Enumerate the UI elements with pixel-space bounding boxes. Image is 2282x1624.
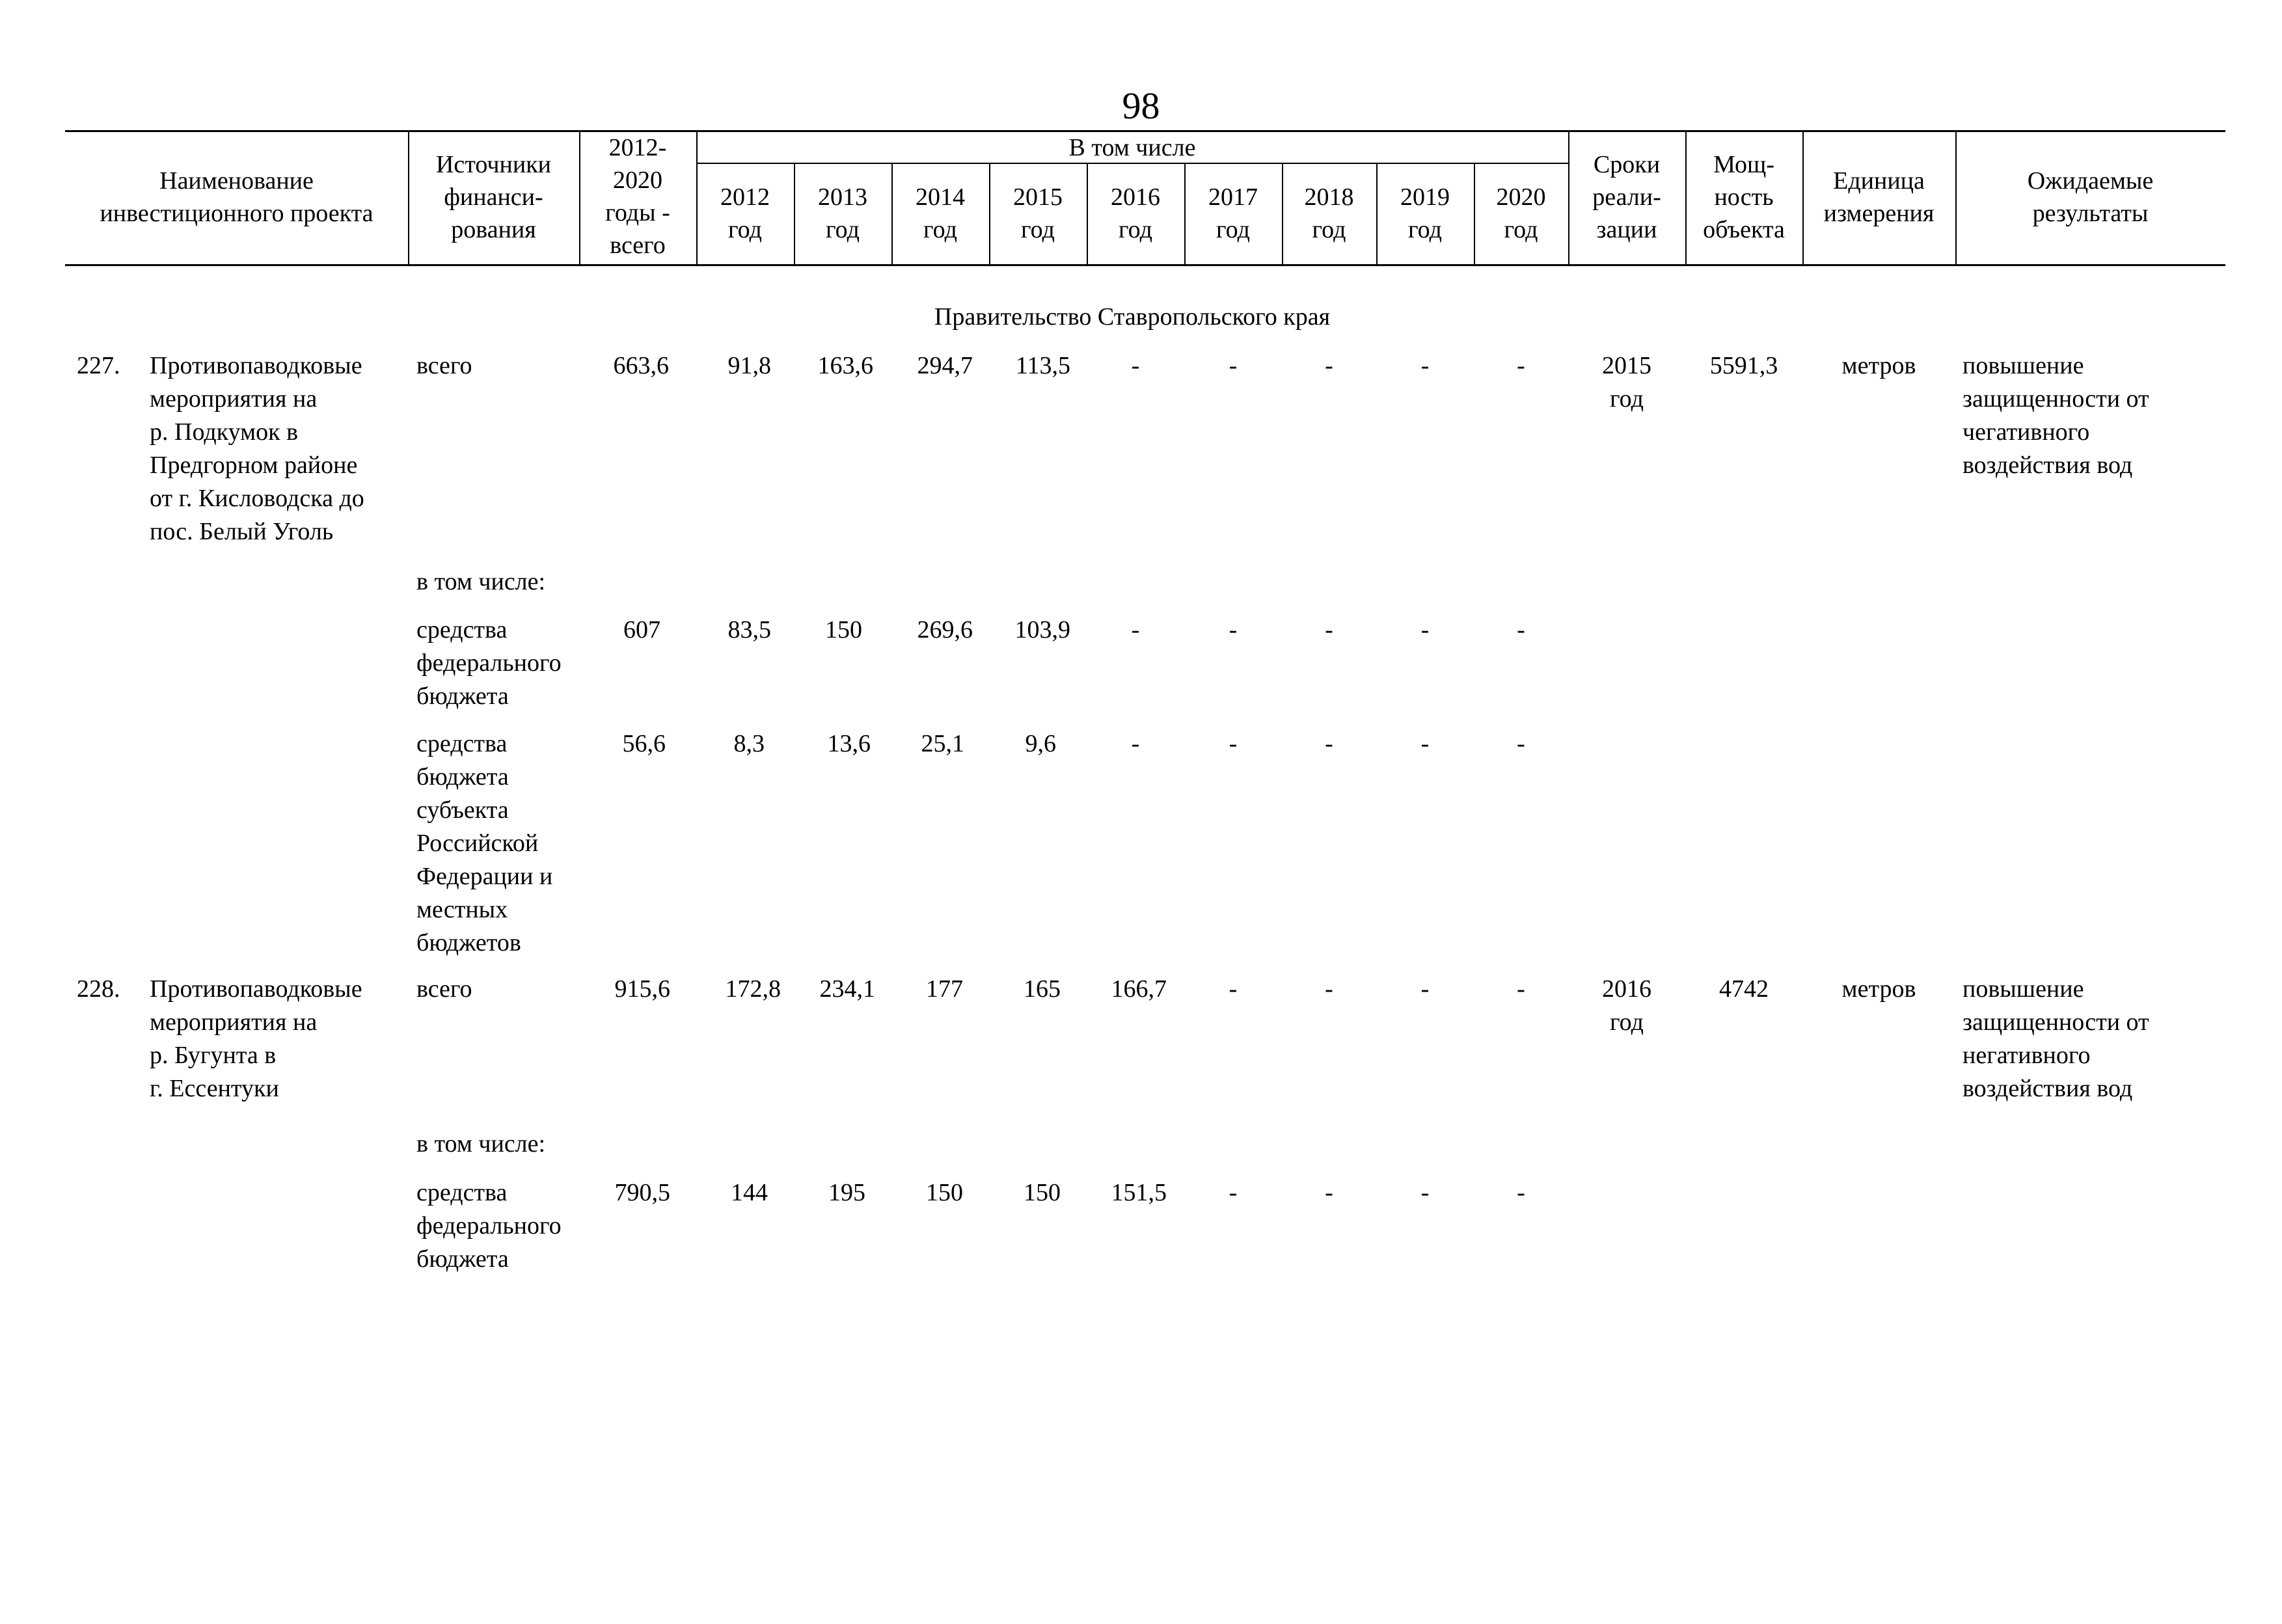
source-label: средства бюджета субъекта Российской Федерации и местных бюджетов bbox=[416, 730, 553, 956]
total-value: 56,6 bbox=[622, 730, 666, 757]
header-year-2015: 2015 год bbox=[1013, 183, 1063, 243]
header-terms: Сроки реали- зации bbox=[1592, 151, 1661, 243]
year-value: 195 bbox=[828, 1179, 865, 1206]
year-value: 166,7 bbox=[1111, 975, 1167, 1003]
year-value: 234,1 bbox=[819, 975, 875, 1003]
total-value: 915,6 bbox=[614, 975, 670, 1003]
header-bottom-rule bbox=[65, 264, 2225, 266]
year-value: 113,5 bbox=[1015, 352, 1070, 379]
project-term: 2015 год bbox=[1602, 352, 1651, 413]
header-year-2019: 2019 год bbox=[1400, 183, 1450, 243]
project-result: повышение защищенности от чегативного воздействия вод bbox=[1963, 352, 2149, 479]
year-value: - bbox=[1420, 730, 1430, 757]
header-year-2018: 2018 год bbox=[1304, 183, 1354, 243]
project-unit: метров bbox=[1841, 352, 1916, 379]
year-value: 151,5 bbox=[1111, 1179, 1167, 1206]
project-capacity: 4742 bbox=[1719, 975, 1769, 1003]
source-label: средства федерального бюджета bbox=[416, 616, 562, 710]
year-value: 8,3 bbox=[733, 730, 765, 757]
year-value: 163,6 bbox=[817, 352, 873, 379]
header-project-name: Наименование инвестиционного проекта bbox=[100, 167, 374, 227]
header-year-2012: 2012 год bbox=[720, 183, 770, 243]
year-value: - bbox=[1517, 352, 1525, 379]
year-value: 150 bbox=[825, 616, 862, 643]
project-capacity: 5591,3 bbox=[1709, 352, 1778, 379]
year-value: - bbox=[1131, 730, 1140, 757]
year-value: - bbox=[1420, 1179, 1430, 1206]
total-value: 663,6 bbox=[613, 352, 669, 379]
year-value: - bbox=[1325, 975, 1333, 1003]
year-value: - bbox=[1229, 1179, 1238, 1206]
year-value: 83,5 bbox=[727, 616, 771, 643]
year-value: 165 bbox=[1024, 975, 1061, 1003]
project-term: 2016 год bbox=[1602, 975, 1651, 1036]
year-value: - bbox=[1420, 352, 1430, 379]
year-value: 13,6 bbox=[827, 730, 871, 757]
year-value: - bbox=[1517, 616, 1525, 643]
header-total-period: 2012- 2020 годы - всего bbox=[605, 134, 670, 259]
year-value: 91,8 bbox=[727, 352, 771, 379]
year-value: 150 bbox=[926, 1179, 963, 1206]
year-value: - bbox=[1229, 352, 1238, 379]
including-label: в том числе: bbox=[416, 568, 546, 595]
year-value: - bbox=[1325, 616, 1333, 643]
header-unit: Единица измерения bbox=[1823, 167, 1935, 227]
header-sources: Источники финанси- рования bbox=[435, 151, 551, 243]
header-year-2014: 2014 год bbox=[916, 183, 965, 243]
section-title: Правительство Ставропольского края bbox=[934, 303, 1331, 331]
year-value: 177 bbox=[926, 975, 963, 1003]
header-year-2017: 2017 год bbox=[1208, 183, 1258, 243]
year-value: 9,6 bbox=[1025, 730, 1056, 757]
project-number: 227. bbox=[77, 352, 120, 379]
header-year-2013: 2013 год bbox=[818, 183, 867, 243]
project-name: Противопаводковые мероприятия на р. Бугунта в г. Ессентуки bbox=[150, 975, 362, 1102]
year-value: - bbox=[1131, 352, 1140, 379]
year-value: - bbox=[1229, 730, 1238, 757]
year-value: 172,8 bbox=[725, 975, 781, 1003]
project-number: 228. bbox=[77, 975, 120, 1003]
project-name: Противопаводковые мероприятия на р. Подкумок в Предгорном районе от г. Кисловодска до пос. Белый Уголь bbox=[150, 352, 364, 545]
year-value: - bbox=[1517, 975, 1525, 1003]
year-value: 144 bbox=[731, 1179, 768, 1206]
year-value: - bbox=[1325, 352, 1333, 379]
year-value: - bbox=[1517, 1179, 1525, 1206]
page-number: 98 bbox=[1122, 85, 1160, 127]
project-result: повышение защищенности от негативного воздействия вод bbox=[1963, 975, 2149, 1102]
source-label: всего bbox=[416, 975, 472, 1003]
year-value: - bbox=[1517, 730, 1525, 757]
header-including: В том числе bbox=[1068, 134, 1196, 161]
year-value: - bbox=[1325, 1179, 1333, 1206]
year-value: - bbox=[1325, 730, 1333, 757]
year-value: - bbox=[1420, 975, 1430, 1003]
year-value: - bbox=[1420, 616, 1430, 643]
year-value: 25,1 bbox=[921, 730, 964, 757]
year-value: - bbox=[1229, 616, 1238, 643]
header-year-2016: 2016 год bbox=[1111, 183, 1160, 243]
year-value: - bbox=[1131, 616, 1140, 643]
including-label: в том числе: bbox=[416, 1130, 546, 1157]
source-label: средства федерального бюджета bbox=[416, 1179, 562, 1273]
year-value: 294,7 bbox=[917, 352, 973, 379]
header-year-2020: 2020 год bbox=[1496, 183, 1546, 243]
year-value: 269,6 bbox=[917, 616, 973, 643]
total-value: 607 bbox=[623, 616, 660, 643]
year-value: 150 bbox=[1024, 1179, 1061, 1206]
year-value: 103,9 bbox=[1014, 616, 1070, 643]
header-results: Ожидаемые результаты bbox=[2027, 167, 2154, 227]
header-capacity: Мощ- ность объекта bbox=[1703, 151, 1785, 243]
year-value: - bbox=[1229, 975, 1238, 1003]
total-value: 790,5 bbox=[614, 1179, 670, 1206]
project-unit: метров bbox=[1841, 975, 1916, 1003]
source-label: всего bbox=[416, 352, 472, 379]
